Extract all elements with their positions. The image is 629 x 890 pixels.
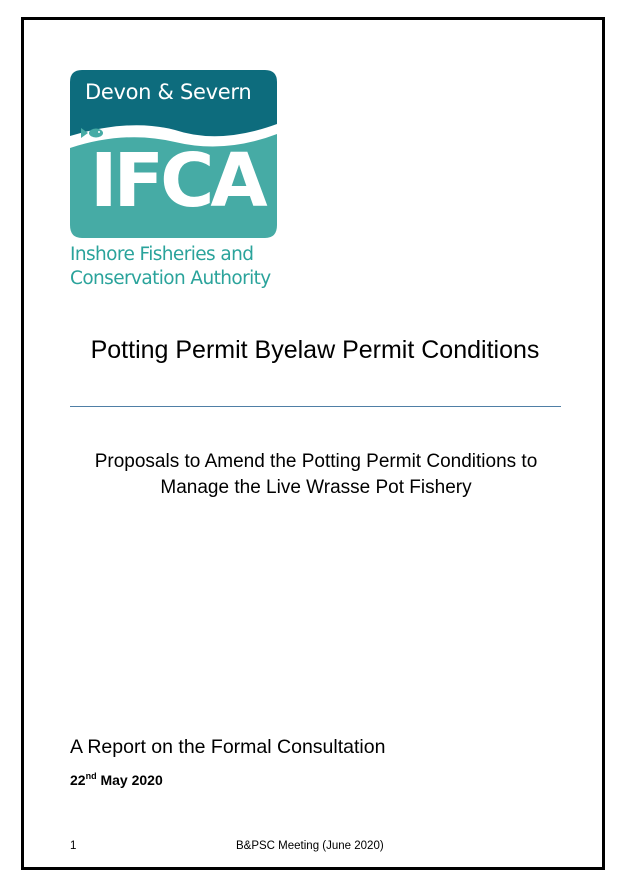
footer-meeting: B&PSC Meeting (June 2020) (236, 840, 384, 852)
logo-region-name: Devon & Severn (85, 80, 252, 104)
logo-full-name-line-2: Conservation Authority (70, 268, 271, 289)
footer-page-number: 1 (70, 840, 77, 852)
date-day: 22 (70, 772, 86, 788)
ifca-logo (70, 70, 280, 300)
date-suffix: nd (85, 771, 97, 781)
document-title: Potting Permit Byelaw Permit Conditions (90, 336, 540, 364)
logo-acronym: IFCA (90, 138, 264, 224)
report-date (70, 771, 163, 788)
report-heading: A Report on the Formal Consultation (70, 736, 386, 758)
logo-full-name-line-1: Inshore Fisheries and (70, 244, 254, 265)
document-subtitle: Proposals to Amend the Potting Permit Conditions to Manage the Live Wrasse Pot Fishery (94, 451, 538, 498)
title-divider (70, 406, 561, 407)
date-rest: May 2020 (96, 772, 163, 788)
